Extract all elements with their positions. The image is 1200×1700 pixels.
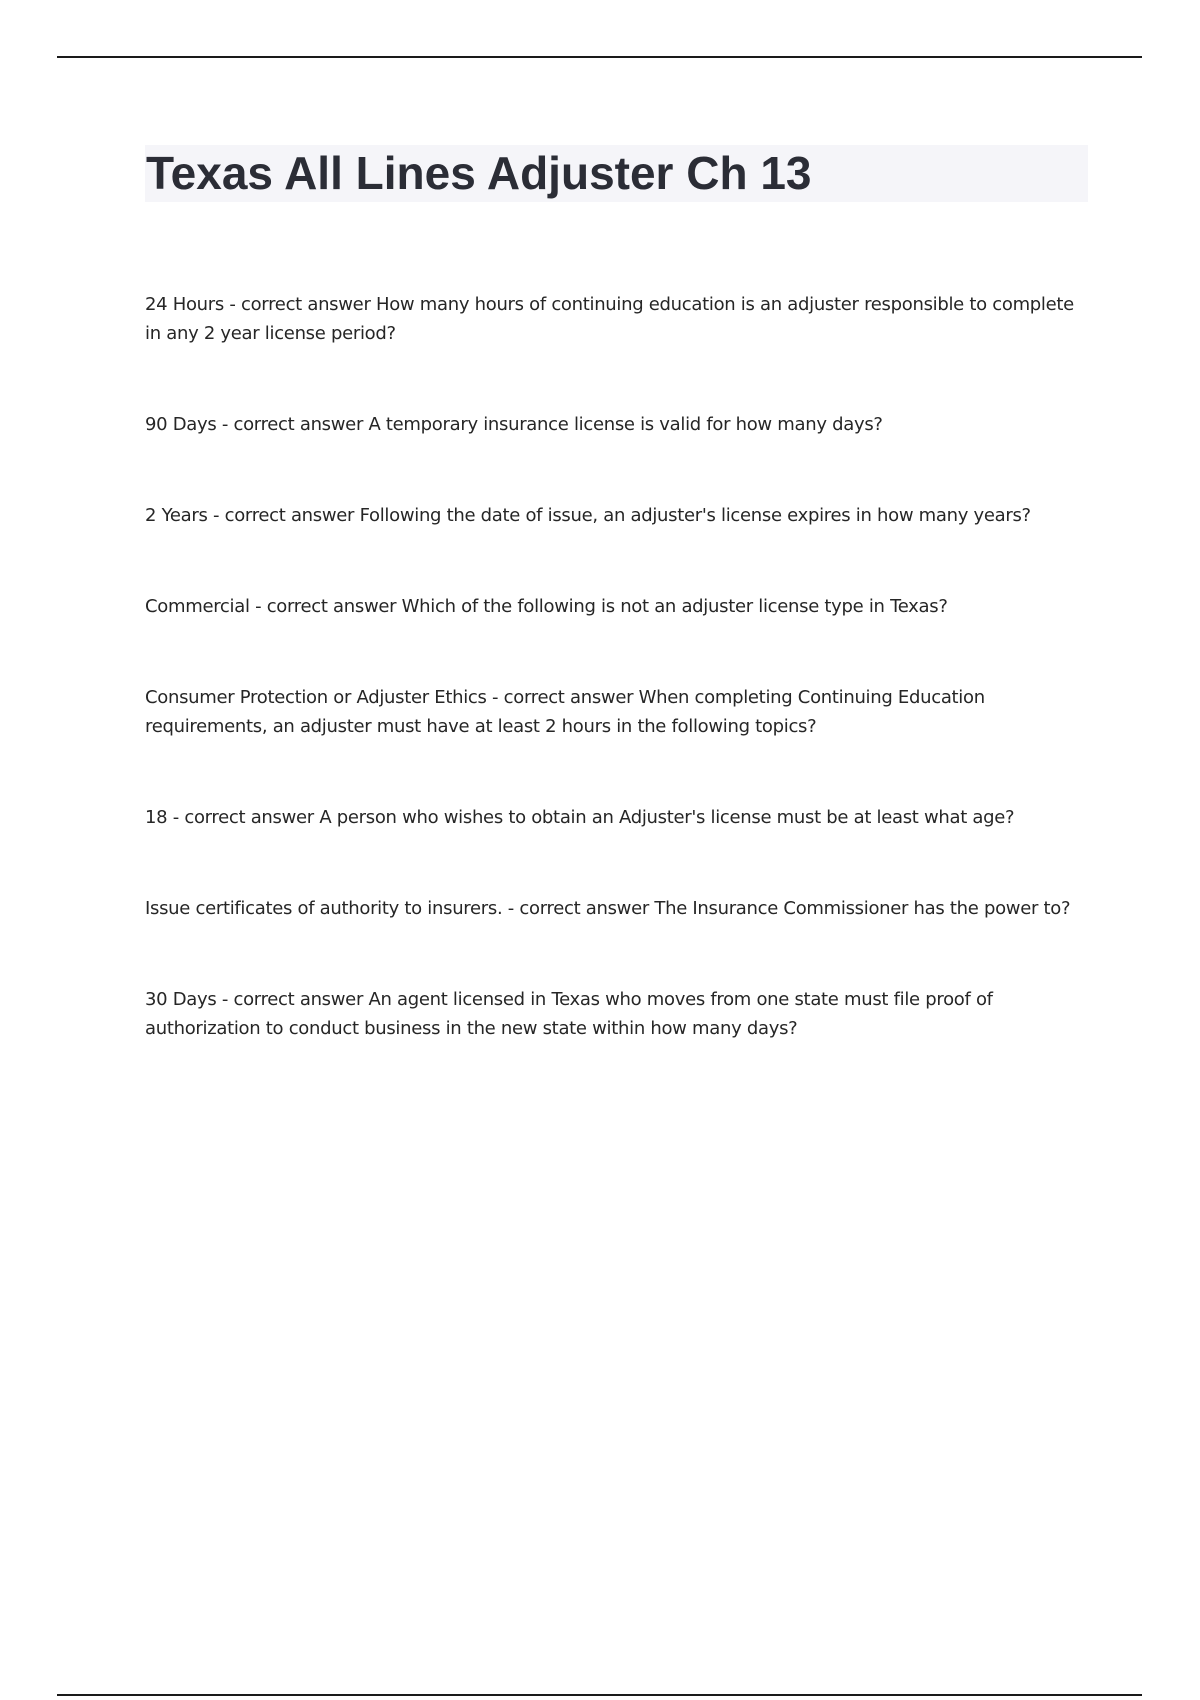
qa-item: Commercial - correct answer Which of the following is not an adjuster license type in Texas?: [145, 596, 948, 617]
top-divider: [57, 56, 1142, 58]
qa-item: 90 Days - correct answer A temporary insurance license is valid for how many days?: [145, 414, 883, 435]
qa-item: Consumer Protection or Adjuster Ethics - correct answer When completing Continuing Education requirements, an adjuster must have at least 2 hours in the following topics?: [145, 687, 985, 737]
page-title: Texas All Lines Adjuster Ch 13: [146, 147, 812, 199]
qa-item: 30 Days - correct answer An agent licensed in Texas who moves from one state must file proof of authorization to conduct business in the new state within how many days?: [145, 989, 993, 1039]
qa-item: Issue certificates of authority to insurers. - correct answer The Insurance Commissioner has the power to?: [145, 898, 1071, 919]
qa-item: 2 Years - correct answer Following the date of issue, an adjuster's license expires in how many years?: [145, 505, 1031, 526]
qa-item: 18 - correct answer A person who wishes to obtain an Adjuster's license must be at least what age?: [145, 807, 1015, 828]
qa-item: 24 Hours - correct answer How many hours of continuing education is an adjuster responsible to complete in any 2 year license period?: [145, 294, 1074, 344]
bottom-divider: [57, 1694, 1142, 1696]
qa-list: [145, 290, 1075, 1043]
